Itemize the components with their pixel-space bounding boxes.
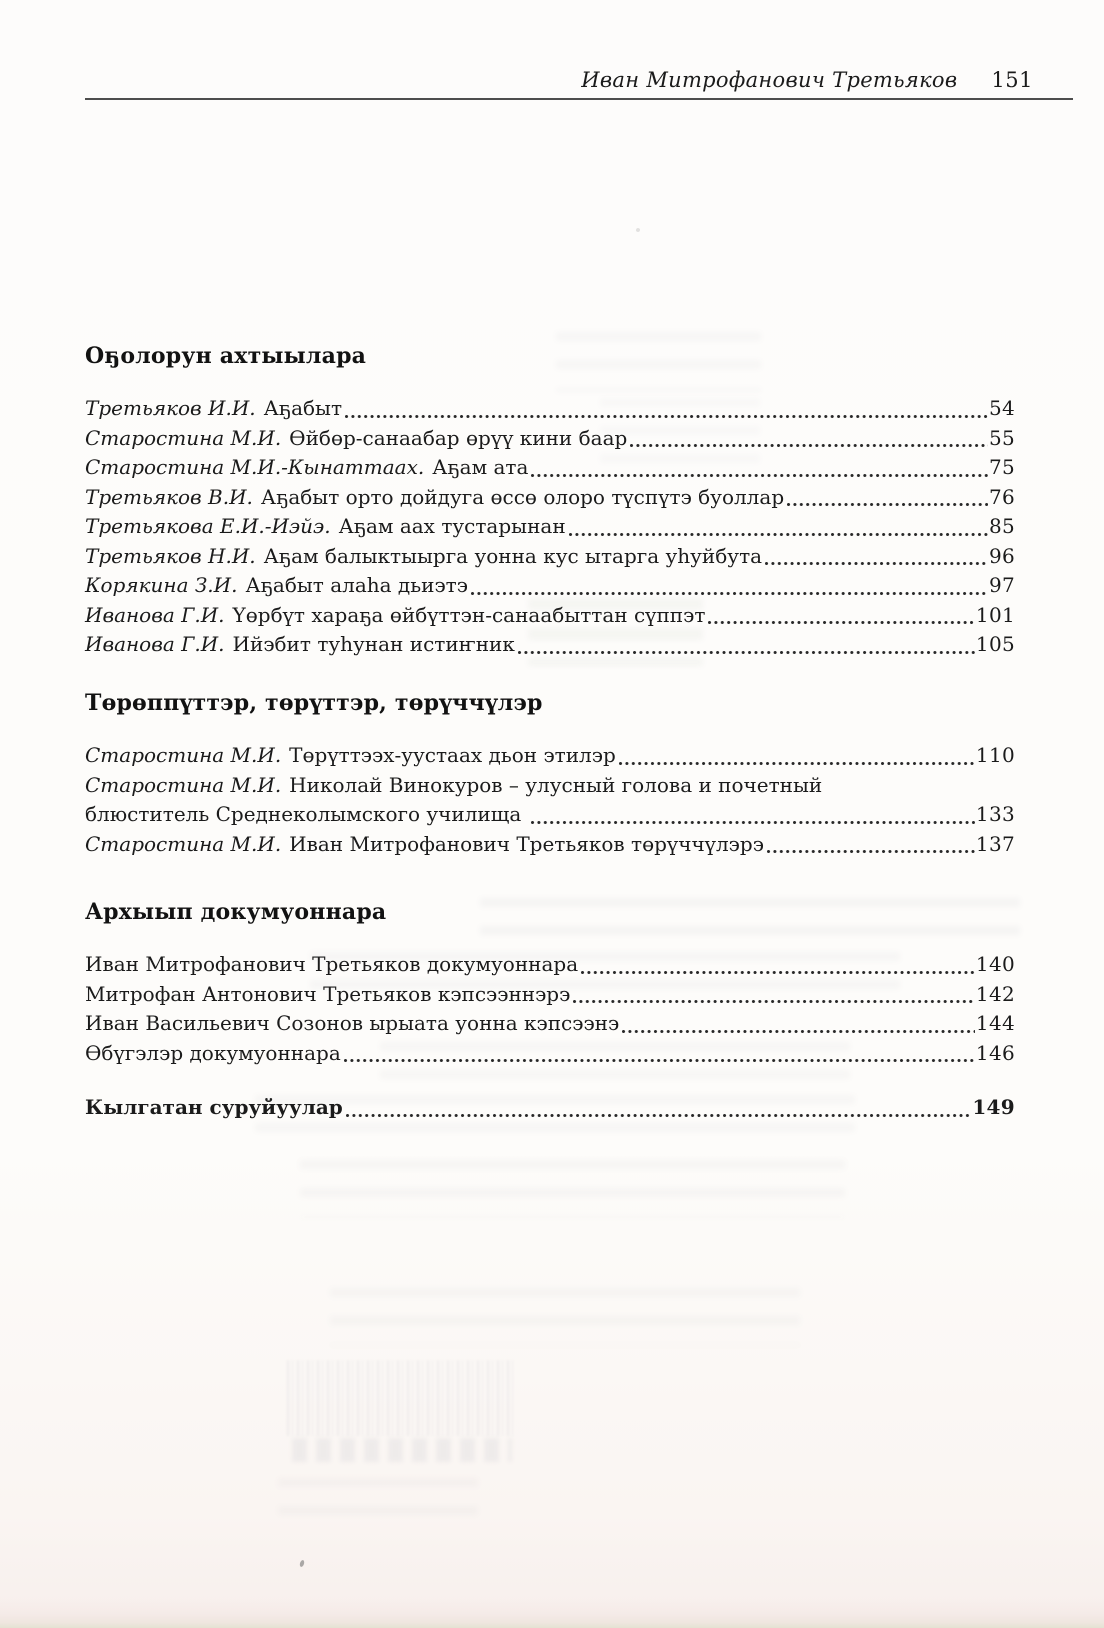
- entry-author: Старостина М.И.: [85, 772, 282, 797]
- toc-entry-continuation: [85, 800, 1015, 830]
- entry-title: Өбүгэлэр докумуоннара: [85, 1040, 341, 1065]
- entry-title: Аҕам ата: [432, 455, 529, 479]
- entry-title: Кылгатан суруйуулар: [85, 1095, 343, 1119]
- header-rule: [85, 98, 1073, 100]
- toc-entry: [85, 394, 1015, 424]
- toc-entry: [85, 601, 1015, 631]
- entry-author: Третьяков Н.И.: [85, 543, 256, 568]
- toc-entry: [85, 630, 1015, 660]
- entry-page-number: 149: [972, 1095, 1015, 1119]
- toc-entry: [85, 571, 1015, 601]
- entry-page-number: 144: [975, 1011, 1015, 1035]
- running-head-page-number: 151: [991, 68, 1033, 92]
- toc-section: [85, 690, 1015, 859]
- entry-title: Иван Митрофанович Третьяков төрүччүлэрэ: [289, 831, 764, 856]
- toc-entry: [85, 980, 1015, 1010]
- paper-speck: [635, 227, 640, 232]
- entry-author: Третьяков В.И.: [85, 484, 253, 509]
- entry-title: Иван Митрофанович Третьяков докумуоннара: [85, 952, 579, 976]
- entry-title: Аҕам балыктыырга уонна кус ытарга уһуйбута: [263, 543, 763, 568]
- toc-section: [85, 899, 1015, 1068]
- section-heading: Оҕолорун ахтыылара: [85, 343, 367, 369]
- entry-author: Третьяков И.И.: [85, 396, 256, 420]
- dot-leader: [346, 1093, 972, 1123]
- toc-entry: [85, 1093, 1015, 1123]
- entry-author: Старостина М.И.-Кынаттаах.: [85, 455, 425, 479]
- showthrough-artifact: [330, 1288, 800, 1346]
- entry-author: Третьякова Е.И.-Иэйэ.: [85, 514, 331, 538]
- running-head-title: Иван Митрофанович Третьяков: [581, 68, 958, 92]
- section-heading: Төрөппүттэр, төрүттэр, төрүччүлэр: [85, 690, 543, 716]
- entry-title: Митрофан Антонович Третьяков кэпсээннэрэ: [85, 981, 571, 1006]
- dot-leader: [765, 542, 988, 572]
- entry-page-number: 142: [975, 981, 1015, 1006]
- entry-title: Өйбөр-санаабар өрүү кини баар: [289, 425, 628, 450]
- entry-author: Старостина М.И.: [85, 425, 282, 450]
- dot-leader: [630, 424, 988, 454]
- entry-page-number: 146: [975, 1040, 1015, 1065]
- section-entries: [85, 1093, 1015, 1123]
- toc-entry: [85, 830, 1015, 860]
- dot-leader: [531, 453, 988, 483]
- showthrough-artifact: [278, 1478, 478, 1530]
- entry-title: Аҕабыт: [263, 396, 343, 420]
- entry-title: Николай Винокуров – улусный голова и почетный: [289, 772, 823, 797]
- entry-page-number: 54: [988, 396, 1015, 420]
- toc-entry: [85, 424, 1015, 454]
- entry-title: Төрүттээх-уустаах дьон этилэр: [289, 743, 616, 767]
- entry-page-number: 137: [975, 831, 1015, 856]
- entry-title: Аҕабыт алаһа дьиэтэ: [245, 573, 468, 597]
- showthrough-artifact: [300, 1160, 845, 1218]
- entry-author: Иванова Г.И.: [85, 632, 225, 656]
- dot-leader: [767, 830, 975, 860]
- dot-leader: [471, 571, 988, 601]
- paper-speck: [299, 1560, 305, 1568]
- toc-section: [85, 1093, 1015, 1123]
- entry-author: Корякина З.И.: [85, 573, 238, 597]
- toc-entry: [85, 483, 1015, 513]
- entry-page-number: 76: [988, 484, 1015, 509]
- entry-title: Иван Васильевич Созонов ырыата уонна кэпсээнэ: [85, 1011, 620, 1035]
- entry-page-number: 101: [975, 602, 1015, 627]
- dot-leader: [569, 512, 988, 542]
- dot-leader: [344, 1039, 975, 1069]
- toc-entry: [85, 512, 1015, 542]
- entry-title: Ийэбит туһунан истиҥник: [232, 632, 515, 656]
- dot-leader: [345, 394, 988, 424]
- toc-entry: [85, 542, 1015, 572]
- section-entries: [85, 741, 1015, 859]
- toc-entry: [85, 1039, 1015, 1069]
- showthrough-barcode-digits: [292, 1438, 512, 1462]
- entry-author: Иванова Г.И.: [85, 602, 225, 627]
- entry-title: Аҕабыт орто дойдуга өссө олоро түспүтэ буоллар: [260, 484, 785, 509]
- toc-section: [85, 343, 1015, 660]
- entry-page-number: 55: [988, 425, 1015, 450]
- entry-page-number: 96: [988, 543, 1015, 568]
- dot-leader: [518, 630, 975, 660]
- dot-leader: [787, 483, 988, 513]
- entry-page-number: 133: [975, 802, 1015, 826]
- running-head: [85, 66, 1073, 100]
- entry-page-number: 75: [988, 455, 1015, 479]
- dot-leader: [619, 741, 975, 771]
- showthrough-barcode: [287, 1360, 515, 1436]
- dot-leader: [531, 800, 975, 830]
- dot-leader: [581, 950, 975, 980]
- entry-page-number: 140: [975, 952, 1015, 976]
- entry-author: Старостина М.И.: [85, 831, 282, 856]
- entry-page-number: 97: [988, 573, 1015, 597]
- dot-leader: [708, 601, 975, 631]
- entry-title: Үөрбүт хараҕа өйбүттэн-санаабыттан сүппэт: [232, 602, 706, 627]
- dot-leader: [573, 980, 975, 1010]
- toc-entry: [85, 950, 1015, 980]
- entry-page-number: 110: [975, 743, 1015, 767]
- page-edge-strip: [0, 1598, 1104, 1628]
- entry-page-number: 105: [975, 632, 1015, 656]
- dot-leader: [622, 1009, 975, 1039]
- section-heading: Архыып докумуоннара: [85, 899, 387, 925]
- entry-author: Старостина М.И.: [85, 743, 282, 767]
- entry-page-number: 85: [988, 514, 1015, 538]
- toc-entry: [85, 1009, 1015, 1039]
- toc-entry: [85, 741, 1015, 771]
- section-entries: [85, 950, 1015, 1068]
- entry-title: Аҕам аах тустарынан: [338, 514, 566, 538]
- section-entries: [85, 394, 1015, 660]
- entry-title-continuation: блюститель Среднеколымского училища: [85, 802, 528, 826]
- toc-entry: [85, 453, 1015, 483]
- toc-entry: [85, 771, 1015, 801]
